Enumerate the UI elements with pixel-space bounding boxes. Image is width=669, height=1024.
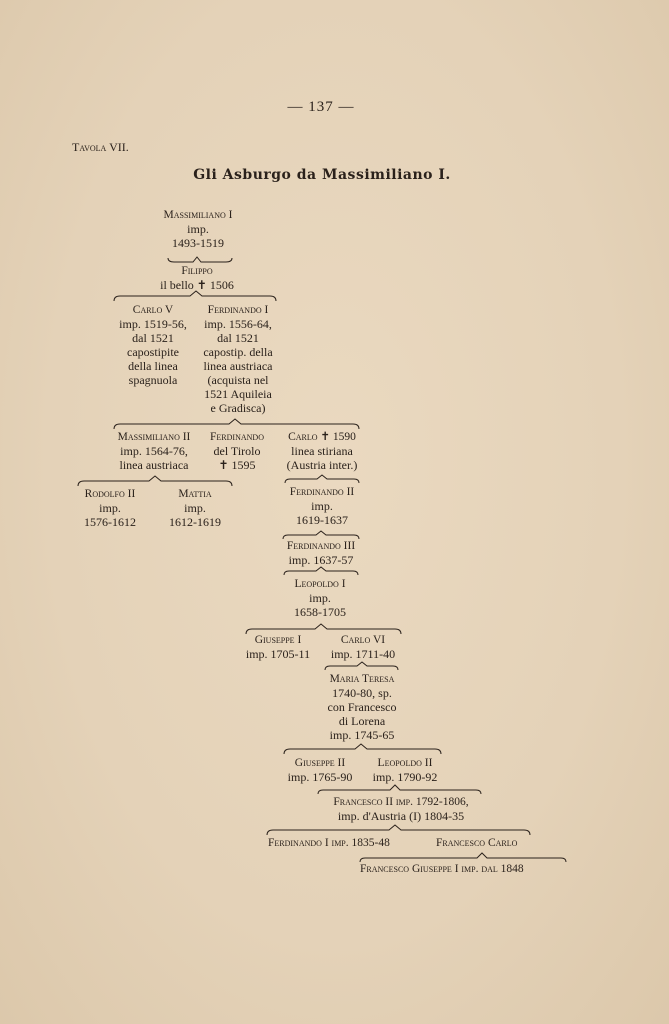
node-name: Ferdinando I bbox=[207, 304, 269, 316]
brace-leopoldo-ii bbox=[318, 785, 481, 794]
node-line: del Tirolo bbox=[213, 444, 261, 458]
node-line: imp. 1745-65 bbox=[329, 728, 395, 742]
node-massimiliano-ii bbox=[118, 430, 191, 472]
node-name: Filippo bbox=[181, 265, 213, 277]
node-line: 1740-80, sp. bbox=[332, 686, 392, 700]
node-name: Carlo V bbox=[132, 304, 174, 316]
node-name: Ferdinando II bbox=[289, 486, 355, 498]
page-number: — 137 — bbox=[287, 99, 355, 115]
brace-massimiliano-ii bbox=[78, 476, 232, 486]
node-ferdinando-iii bbox=[287, 539, 355, 567]
node-name: Giuseppe II bbox=[294, 757, 346, 769]
node-name: Ferdinando bbox=[210, 431, 264, 443]
node-line: spagnuola bbox=[128, 373, 178, 387]
node-line: linea austriaca bbox=[203, 359, 273, 373]
node-leopoldo-ii bbox=[373, 756, 438, 784]
node-line: 1521 Aquileia bbox=[204, 387, 272, 401]
node-line: con Francesco bbox=[327, 700, 397, 714]
node-leopoldo-i bbox=[294, 577, 346, 619]
node-name: Massimiliano I bbox=[163, 209, 233, 221]
node-carlo-vi bbox=[331, 633, 395, 661]
page-title: Gli Asburgo da Massimiliano I. bbox=[193, 167, 451, 183]
brace-carlo-vi bbox=[325, 662, 398, 670]
node-line: imp. 1765-90 bbox=[287, 770, 353, 784]
node-name: Carlo VI bbox=[340, 634, 386, 646]
node-line: 1493-1519 bbox=[172, 236, 224, 250]
node-francesco-ii bbox=[333, 795, 468, 823]
node-name: Massimiliano II bbox=[117, 431, 191, 443]
node-line: il bello ✝ 1506 bbox=[160, 278, 234, 292]
brace-ferdinando-ii bbox=[283, 531, 359, 539]
node-filippo bbox=[160, 264, 234, 292]
node-line: imp. bbox=[311, 499, 333, 513]
node-line: 1576-1612 bbox=[84, 515, 136, 529]
node-massimiliano-i bbox=[164, 208, 233, 250]
node-line: imp. 1519-56, bbox=[119, 317, 187, 331]
node-ferdinando-i-austria: Ferdinando I imp. 1835-48 bbox=[268, 837, 390, 849]
node-francesco-carlo: Francesco Carlo bbox=[436, 837, 518, 849]
node-line: imp. 1790-92 bbox=[372, 770, 438, 784]
brace-ferdinando-i bbox=[114, 419, 359, 429]
node-giuseppe-ii bbox=[288, 756, 353, 784]
node-name: Ferdinando III bbox=[286, 540, 356, 552]
node-line: di Lorena bbox=[338, 714, 386, 728]
node-line: imp. 1637-57 bbox=[288, 553, 354, 567]
brace-francesco-carlo bbox=[360, 853, 566, 862]
node-name: Maria Teresa bbox=[329, 673, 395, 685]
node-giuseppe-i bbox=[246, 633, 310, 661]
node-line: 1619-1637 bbox=[295, 513, 348, 527]
node-line: dal 1521 bbox=[217, 331, 259, 345]
node-rodolfo-ii bbox=[84, 487, 136, 529]
node-line: imp. bbox=[184, 501, 206, 515]
node-line: imp. bbox=[309, 591, 331, 605]
node-line: (Austria inter.) bbox=[286, 458, 358, 472]
node-line: della linea bbox=[128, 359, 178, 373]
node-line: imp. bbox=[99, 501, 121, 515]
node-name: Francesco II imp. 1792-1806, bbox=[333, 796, 469, 808]
node-carlo-1590 bbox=[287, 430, 358, 472]
node-line: linea stiriana bbox=[291, 444, 353, 458]
node-name: Rodolfo II bbox=[84, 488, 136, 500]
node-line: linea austriaca bbox=[119, 458, 189, 472]
node-line: dal 1521 bbox=[132, 331, 174, 345]
node-ferdinando-i bbox=[203, 303, 272, 415]
brace-maria-teresa bbox=[284, 744, 441, 754]
node-francesco-giuseppe: Francesco Giuseppe I imp. dal 1848 bbox=[360, 863, 524, 875]
node-ferdinando-tirolo bbox=[210, 430, 264, 472]
node-name: Leopoldo II bbox=[377, 757, 433, 769]
node-line: e Gradisca) bbox=[210, 401, 266, 415]
node-line: 1612-1619 bbox=[169, 515, 221, 529]
node-line: imp. 1556-64, bbox=[204, 317, 272, 331]
brace-massimiliano-i bbox=[168, 257, 232, 262]
node-name: Carlo ✝ 1590 bbox=[288, 431, 356, 443]
node-line: imp. d'Austria (I) 1804-35 bbox=[337, 809, 465, 823]
node-name: Leopoldo I bbox=[294, 578, 346, 590]
node-line: capostipite bbox=[127, 345, 179, 359]
node-line: ✝ 1595 bbox=[218, 458, 256, 472]
node-line: imp. bbox=[187, 222, 209, 236]
table-label: Tavola VII. bbox=[72, 140, 129, 154]
node-ferdinando-ii bbox=[290, 485, 354, 527]
node-line: capostip. della bbox=[203, 345, 273, 359]
brace-carlo-1590 bbox=[285, 475, 359, 483]
node-maria-teresa bbox=[328, 672, 397, 742]
node-carlo-v bbox=[119, 303, 187, 387]
node-line: 1658-1705 bbox=[294, 605, 346, 619]
brace-ferdinando-iii bbox=[284, 567, 358, 575]
node-line: (acquista nel bbox=[207, 373, 269, 387]
node-name: Mattia bbox=[178, 488, 212, 500]
brace-filippo bbox=[114, 291, 276, 301]
node-line: imp. 1711-40 bbox=[330, 647, 396, 661]
node-mattia bbox=[169, 487, 221, 529]
brace-francesco-ii bbox=[267, 825, 530, 835]
node-line: imp. 1705-11 bbox=[245, 647, 311, 661]
node-name: Giuseppe I bbox=[254, 634, 302, 646]
node-line: imp. 1564-76, bbox=[120, 444, 188, 458]
